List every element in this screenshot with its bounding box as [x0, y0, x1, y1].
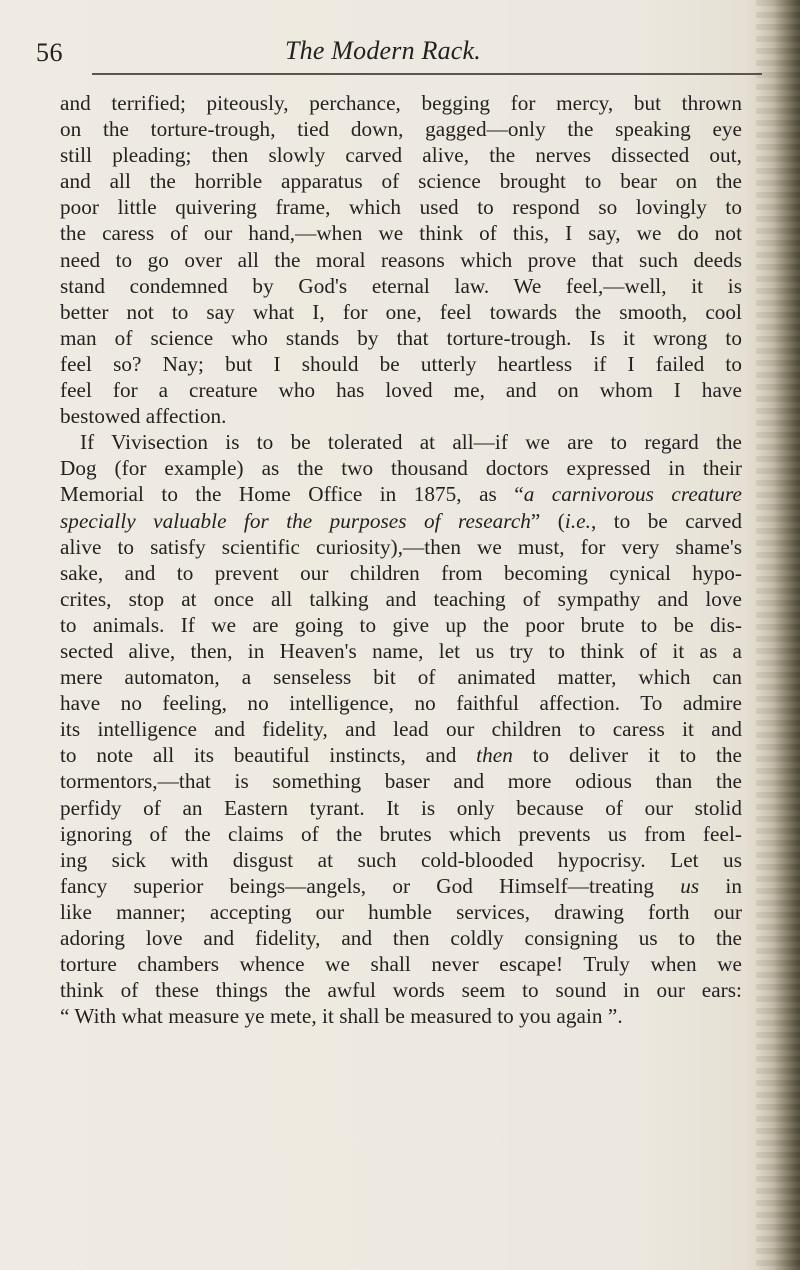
paragraph-1: [60, 90, 742, 429]
line-text: to deliver it to the: [512, 743, 742, 768]
text-line: poor little quivering frame, which used to respond so lovingly to: [60, 195, 742, 220]
text-line: bestowed affection.: [60, 404, 227, 429]
header-rule: [92, 73, 762, 75]
text-line: torture chambers whence we shall never escape! Truly when we: [60, 952, 742, 977]
line-text: to note all its beautiful instincts, and: [60, 743, 477, 768]
text-line: on the torture-trough, tied down, gagged—only the speaking eye: [60, 117, 742, 142]
page-number: 56: [36, 38, 63, 67]
text-line: mere automaton, a senseless bit of animated matter, which can: [60, 665, 742, 690]
text-line: sected alive, then, in Heaven's name, let us try to think of it as a: [60, 638, 742, 663]
text-line: think of these things the awful words seem to sound in our ears:: [60, 978, 742, 1003]
text-line: feel for a creature who has loved me, and on whom I have: [60, 378, 742, 403]
text-line: crites, stop at once all talking and teaching of sympathy and love: [60, 586, 742, 611]
italic-abbreviation: i.e.: [564, 508, 591, 533]
text-line: stand condemned by God's eternal law. We feel,—well, it is: [60, 273, 742, 298]
text-line: the caress of our hand,—when we think of this, I say, we do not: [60, 221, 742, 246]
text-line: alive to satisfy scientific curiosity),—then we must, for very shame's: [60, 534, 742, 559]
text-line: to animals. If we are going to give up the poor brute to be dis-: [60, 612, 742, 637]
text-line: need to go over all the moral reasons which prove that such deeds: [60, 247, 742, 272]
line-text: fancy superior beings—angels, or God Himself—treating: [60, 873, 681, 898]
italic-word: then: [476, 743, 513, 768]
text-line: tormentors,—that is something baser and more odious than the: [60, 769, 742, 794]
text-line: sake, and to prevent our children from becoming cynical hypo-: [60, 560, 742, 585]
page-binding-edge: [756, 0, 800, 1270]
italic-word: us: [680, 873, 700, 898]
text-line: man of science who stands by that torture-trough. Is it wrong to: [60, 325, 742, 350]
running-title: The Modern Rack.: [285, 36, 481, 65]
text-line: perfidy of an Eastern tyrant. It is only because of our stolid: [60, 795, 742, 820]
line-text: ” (: [530, 508, 565, 533]
text-line: adoring love and fidelity, and then coldly consigning us to the: [60, 926, 742, 950]
text-line: still pleading; then slowly carved alive, the nerves dissected out,: [60, 143, 742, 168]
text-line: ignoring of the claims of the brutes which prevents us from feel-: [60, 821, 742, 846]
line-text: Memorial to the Home Office in 1875, as “: [60, 482, 524, 507]
text-line: have no feeling, no intelligence, no faithful affection. To admire: [60, 691, 742, 716]
text-line: and terrified; piteously, perchance, begging for mercy, but thrown: [60, 91, 742, 115]
text-line: “ With what measure ye mete, it shall be measured to you again ”.: [60, 1004, 623, 1029]
line-text: in: [699, 873, 742, 898]
text-line: feel so? Nay; but I should be utterly heartless if I failed to: [60, 351, 742, 376]
text-line: better not to say what I, for one, feel towards the smooth, cool: [60, 299, 742, 324]
text-line: [60, 742, 742, 768]
italic-phrase: a carnivorous creature: [523, 482, 742, 507]
text-line: [60, 873, 742, 899]
text-line: ing sick with disgust at such cold-blooded hypocrisy. Let us: [60, 847, 742, 872]
text-line: like manner; accepting our humble services, drawing forth our: [60, 899, 742, 924]
text-line: its intelligence and fidelity, and lead our children to caress it and: [60, 717, 742, 742]
text-line: If Vivisection is to be tolerated at all—if we are to regard the: [80, 430, 742, 455]
body-text: [60, 90, 742, 1230]
text-line: [60, 508, 742, 534]
paragraph-2: [60, 429, 742, 1029]
text-line: Dog (for example) as the two thousand doctors expressed in their: [60, 456, 742, 481]
italic-phrase: specially valuable for the purposes of research: [60, 508, 531, 533]
text-line: [60, 481, 742, 507]
text-line: and all the horrible apparatus of science brought to bear on the: [60, 169, 742, 194]
line-text: , to be carved: [590, 508, 742, 533]
